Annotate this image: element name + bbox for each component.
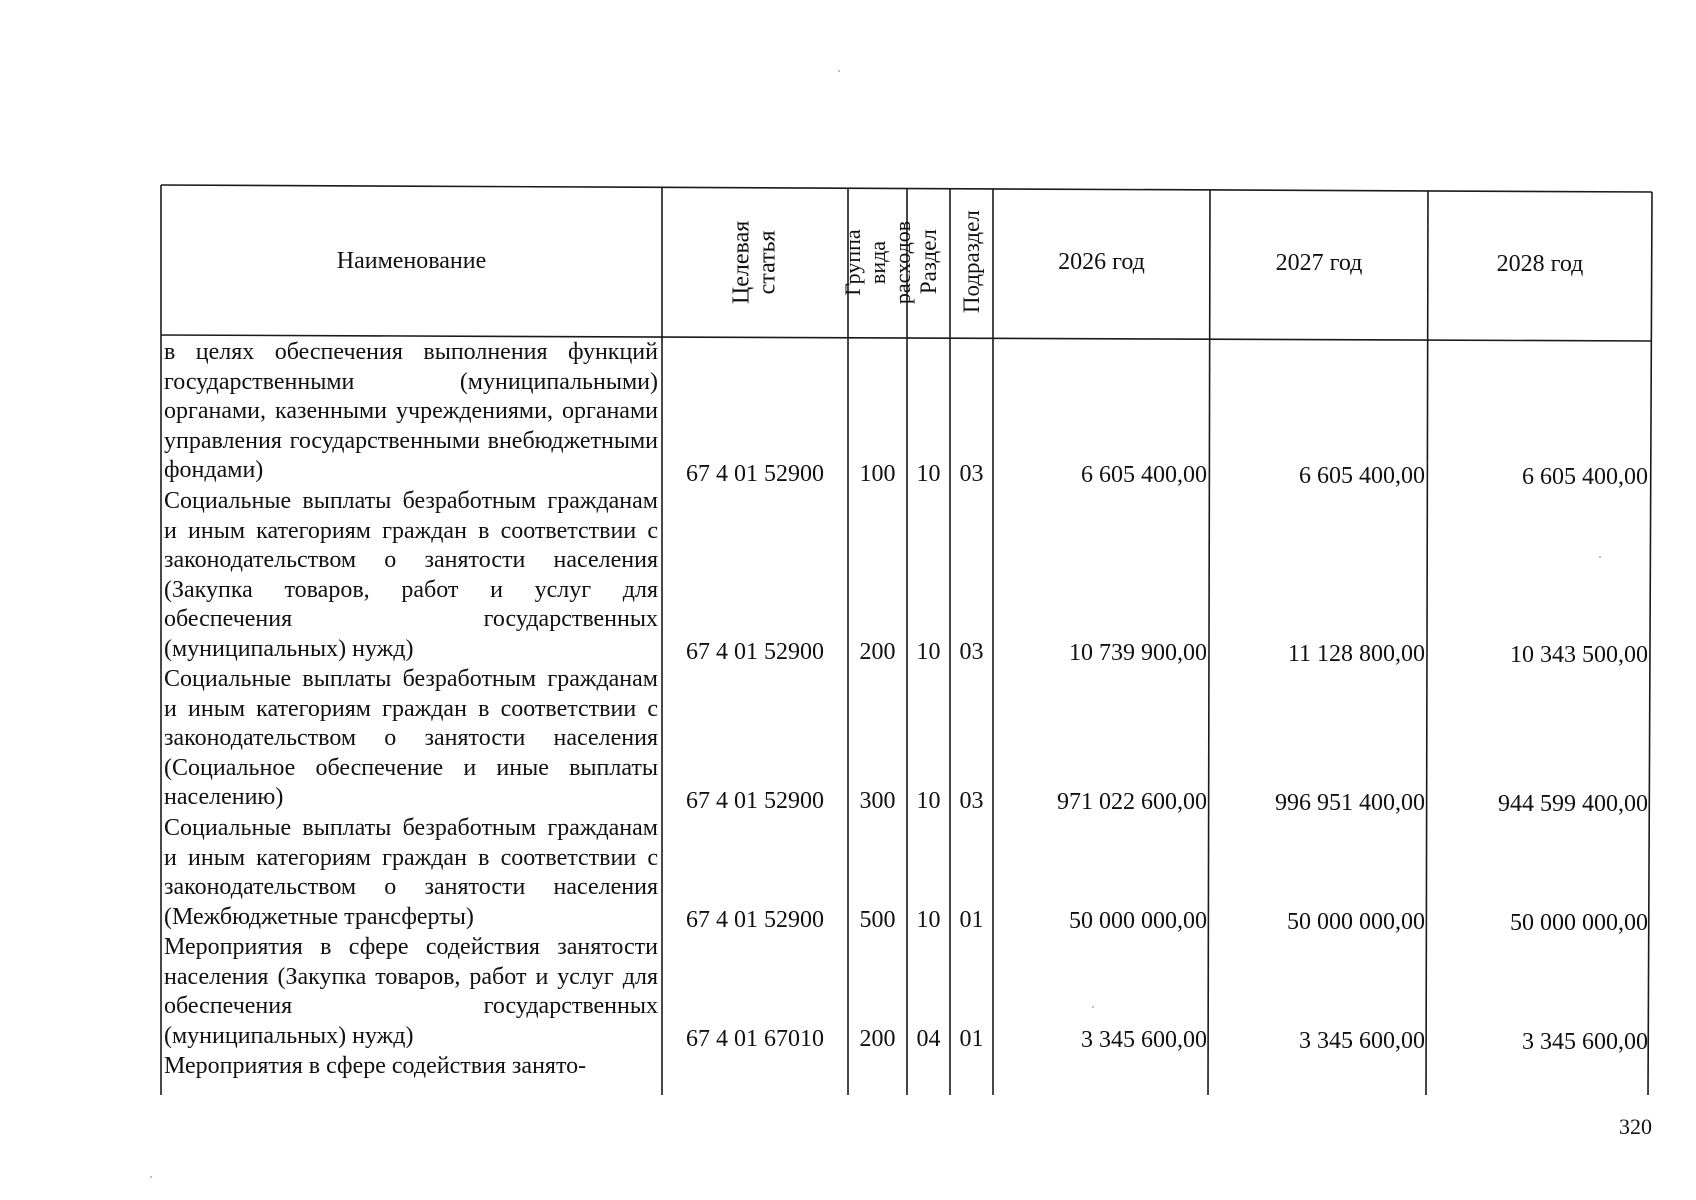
scan-speck bbox=[1599, 556, 1601, 558]
header-2028-text: 2028 год bbox=[1496, 251, 1584, 278]
header-name-text: Наименование bbox=[336, 248, 487, 275]
row-5-2028: 3 345 600,00 bbox=[1522, 1029, 1648, 1055]
row-3-2028: 944 599 400,00 bbox=[1498, 791, 1648, 817]
row-1-name: в целях обеспечения выполнения функций государственными (муниципальными) органами, казенными учреждениями, органами управления государственными внебюджетными фондами) bbox=[164, 339, 658, 484]
header-section-text: Раздел bbox=[915, 229, 941, 295]
row-2-2028: 10 343 500,00 bbox=[1510, 642, 1648, 668]
row-3-target-article: 67 4 01 52900 bbox=[686, 788, 824, 814]
row-2-subsection: 03 bbox=[959, 639, 984, 665]
row-4-subsection: 01 bbox=[959, 907, 984, 933]
scan-speck bbox=[150, 1176, 152, 1178]
row-1-subsection: 03 bbox=[959, 461, 984, 487]
row-2-name: Социальные выплаты безработным гражданам и иным категориям граждан в соответствии с законодательством о занятости населения (Закупка товаров, работ и услуг для обеспечения государственных (муниципальных) нужд) bbox=[164, 488, 658, 662]
row-1-target-article: 67 4 01 52900 bbox=[686, 461, 824, 487]
row-3-section: 10 bbox=[916, 788, 941, 814]
row-3-expense-group: 300 bbox=[859, 788, 896, 814]
row-5-2026: 3 345 600,00 bbox=[1081, 1027, 1207, 1053]
row-3-2027: 996 951 400,00 bbox=[1275, 790, 1425, 816]
row-3-2026: 971 022 600,00 bbox=[1057, 789, 1207, 815]
row-1-section: 10 bbox=[916, 461, 941, 487]
row-5-2027: 3 345 600,00 bbox=[1299, 1028, 1425, 1054]
row-4-2028: 50 000 000,00 bbox=[1510, 910, 1648, 936]
row-5-expense-group: 200 bbox=[859, 1026, 896, 1052]
scan-speck bbox=[1092, 1006, 1094, 1008]
header-2028 bbox=[1428, 191, 1652, 339]
page-number: 320 bbox=[1619, 1114, 1652, 1139]
row-2-section: 10 bbox=[916, 639, 941, 665]
row-6-name: Мероприятия в сфере содействия занято- bbox=[164, 1053, 587, 1079]
row-2-target-article: 67 4 01 52900 bbox=[686, 639, 824, 665]
header-subsection-text: Подраздел bbox=[958, 210, 984, 314]
row-4-target-article: 67 4 01 52900 bbox=[686, 907, 824, 933]
row-5-section: 04 bbox=[916, 1026, 941, 1052]
row-1-2028: 6 605 400,00 bbox=[1522, 464, 1648, 490]
row-3-subsection: 03 bbox=[959, 788, 984, 814]
header-name bbox=[161, 188, 662, 336]
row-4-2026: 50 000 000,00 bbox=[1069, 908, 1207, 934]
row-5-name: Мероприятия в сфере содействия занятости населения (Закупка товаров, работ и услуг для обеспечения государственных (муниципальных) нужд) bbox=[164, 934, 658, 1049]
header-subsection bbox=[950, 188, 993, 336]
row-4-expense-group: 500 bbox=[859, 907, 896, 933]
header-2027-text: 2027 год bbox=[1275, 250, 1363, 277]
header-2026-text: 2026 год bbox=[1058, 249, 1145, 276]
row-2-expense-group: 200 bbox=[859, 639, 896, 665]
header-section bbox=[907, 188, 950, 336]
header-target-article bbox=[662, 188, 848, 336]
scan-speck bbox=[838, 70, 840, 72]
row-2-2027: 11 128 800,00 bbox=[1287, 641, 1425, 667]
row-4-section: 10 bbox=[916, 907, 941, 933]
row-5-subsection: 01 bbox=[959, 1026, 984, 1052]
header-target-article-text: Целевая статья bbox=[728, 220, 781, 304]
header-expense-group bbox=[840, 188, 915, 336]
row-5-target-article: 67 4 01 67010 bbox=[686, 1026, 824, 1052]
row-2-2026: 10 739 900,00 bbox=[1069, 640, 1207, 666]
header-expense-group-text: Группа вида расходов bbox=[840, 220, 915, 304]
row-3-name: Социальные выплаты безработным гражданам и иным категориям граждан в соответствии с законодательством о занятости населения (Социальное обеспечение и иные выплаты населению) bbox=[164, 666, 658, 811]
row-4-2027: 50 000 000,00 bbox=[1287, 909, 1425, 935]
row-1-expense-group: 100 bbox=[859, 461, 896, 487]
row-1-2026: 6 605 400,00 bbox=[1081, 462, 1207, 488]
row-1-2027: 6 605 400,00 bbox=[1299, 463, 1425, 489]
header-2026 bbox=[993, 189, 1210, 337]
row-4-name: Социальные выплаты безработным гражданам и иным категориям граждан в соответствии с законодательством о занятости населения (Межбюджетные трансферты) bbox=[164, 815, 658, 930]
header-2027 bbox=[1210, 190, 1428, 338]
